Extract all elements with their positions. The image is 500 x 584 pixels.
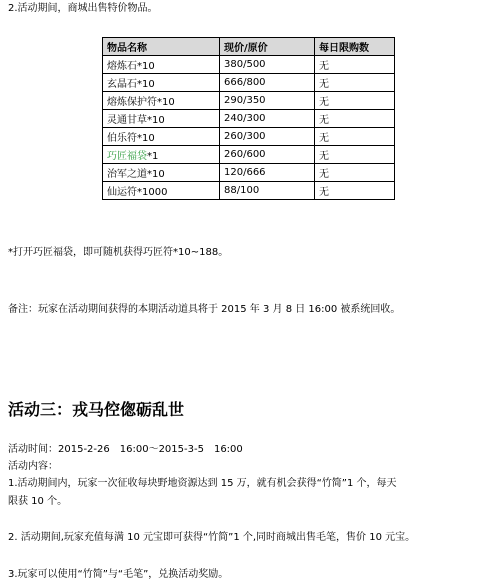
item-limit: 无 bbox=[315, 146, 395, 164]
craftsman-bag-link[interactable]: 巧匠福袋 bbox=[107, 151, 147, 162]
header-price: 现价/原价 bbox=[220, 38, 315, 56]
table-row bbox=[103, 56, 395, 74]
item-limit: 无 bbox=[315, 182, 395, 200]
item-price: 666/800 bbox=[220, 74, 315, 92]
item-price: 380/500 bbox=[220, 56, 315, 74]
table-row bbox=[103, 110, 395, 128]
item-quantity: *1 bbox=[147, 151, 159, 162]
special-sale-table bbox=[102, 37, 395, 200]
item-limit: 无 bbox=[315, 92, 395, 110]
item-price: 88/100 bbox=[220, 182, 315, 200]
table-row bbox=[103, 146, 395, 164]
activity3-item1-line2: 限获 10 个。 bbox=[8, 496, 68, 507]
table-row bbox=[103, 164, 395, 182]
item-limit: 无 bbox=[315, 56, 395, 74]
item-name: 仙运符*1000 bbox=[103, 182, 220, 200]
item-name: 伯乐符*10 bbox=[103, 128, 220, 146]
item-limit: 无 bbox=[315, 128, 395, 146]
table-row bbox=[103, 128, 395, 146]
item-price: 260/600 bbox=[220, 146, 315, 164]
item-limit: 无 bbox=[315, 110, 395, 128]
table-row bbox=[103, 74, 395, 92]
activity3-time: 活动时间：2015-2-26 16:00～2015-3-5 16:00 bbox=[8, 444, 243, 455]
item-name: 熔炼保护符*10 bbox=[103, 92, 220, 110]
header-item-name: 物品名称 bbox=[103, 38, 220, 56]
item-price: 260/300 bbox=[220, 128, 315, 146]
remark: 备注：玩家在活动期间获得的本期活动道具将于 2015 年 3 月 8 日 16:00 被系统回收。 bbox=[8, 304, 401, 315]
item-name: 熔炼石*10 bbox=[103, 56, 220, 74]
item-name: 玄晶石*10 bbox=[103, 74, 220, 92]
item-limit: 无 bbox=[315, 164, 395, 182]
activity3-item2: 2. 活动期间,玩家充值每满 10 元宝即可获得“竹简”1 个,同时商城出售毛笔，售价 10 元宝。 bbox=[8, 532, 416, 543]
item-price: 290/350 bbox=[220, 92, 315, 110]
item-price: 120/666 bbox=[220, 164, 315, 182]
activity3-item3: 3.玩家可以使用“竹简”与“毛笔”，兑换活动奖励。 bbox=[8, 569, 229, 580]
item-limit: 无 bbox=[315, 74, 395, 92]
table-row bbox=[103, 182, 395, 200]
activity3-title: 活动三：戎马倥偬砺乱世 bbox=[8, 400, 185, 419]
header-daily-limit: 每日限购数 bbox=[315, 38, 395, 56]
item-name bbox=[103, 146, 220, 164]
activity3-item1-line1: 1.活动期间内，玩家一次征收每块野地资源达到 15 万，就有机会获得“竹简”1 个，每天 bbox=[8, 478, 397, 489]
intro-line: 2.活动期间，商城出售特价物品。 bbox=[8, 3, 158, 14]
table-row bbox=[103, 92, 395, 110]
activity3-content-label: 活动内容： bbox=[8, 461, 58, 472]
bag-note: *打开巧匠福袋，即可随机获得巧匠符*10~188。 bbox=[8, 247, 229, 258]
item-name: 灵通甘草*10 bbox=[103, 110, 220, 128]
item-name: 治军之道*10 bbox=[103, 164, 220, 182]
item-price: 240/300 bbox=[220, 110, 315, 128]
table-header-row bbox=[103, 38, 395, 56]
